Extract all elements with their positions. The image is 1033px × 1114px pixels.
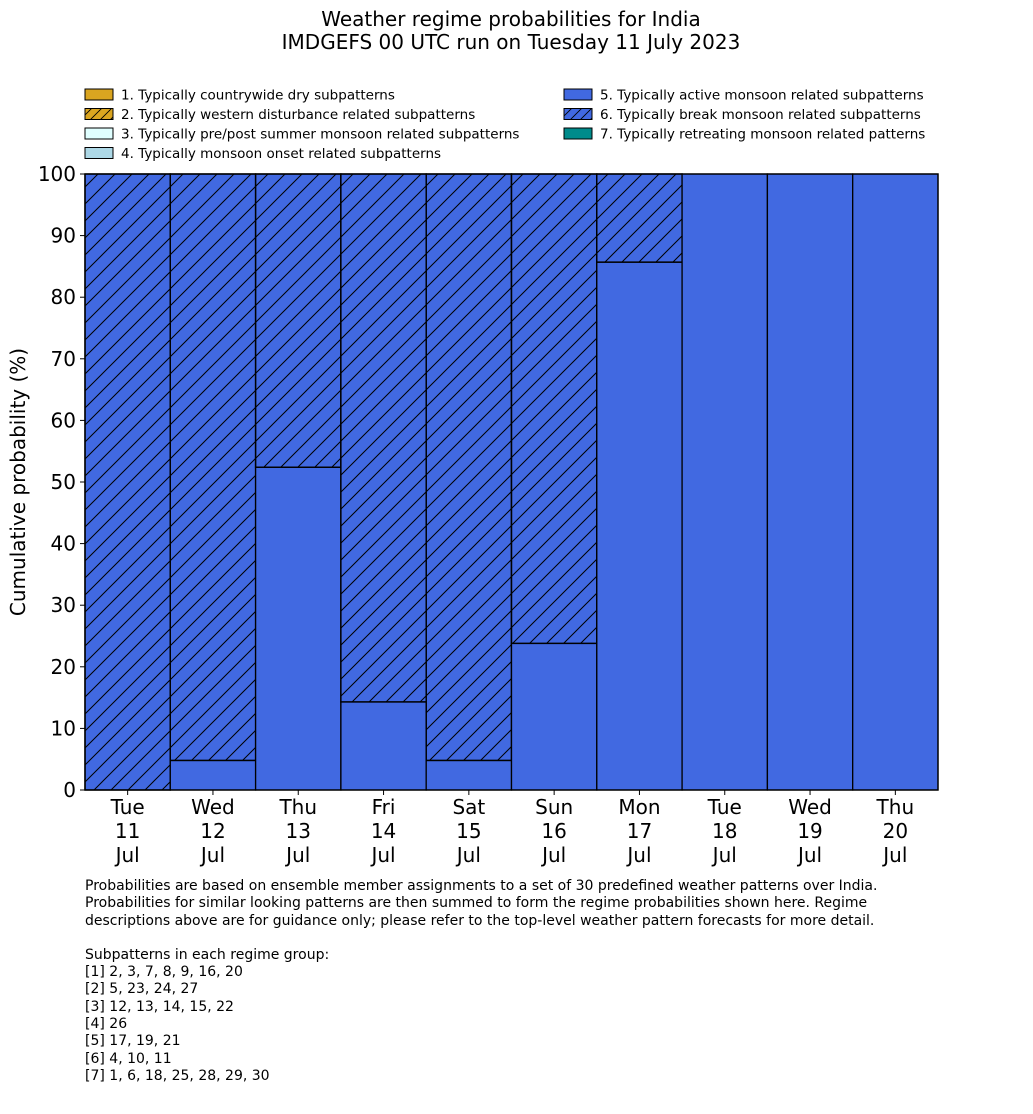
x-tick-label: Fri — [371, 795, 396, 819]
x-tick-label: Jul — [371, 843, 396, 867]
bar-5-series-5 — [426, 760, 511, 790]
x-tick-label: Jul — [797, 843, 823, 867]
bar-3-series-5 — [256, 467, 341, 790]
x-tick-label: 17 — [626, 819, 653, 843]
x-tick-label: Tue — [707, 795, 742, 819]
legend-label: 1. Typically countrywide dry subpatterns — [121, 87, 395, 104]
notes-paragraph — [85, 878, 985, 930]
legend-label: 3. Typically pre/post summer monsoon related subpatterns — [121, 126, 520, 143]
notes-line: descriptions above are for guidance only; please refer to the top-level weather pattern forecasts for more detail. — [85, 912, 875, 929]
group-item: [1] 2, 3, 7, 8, 9, 16, 20 — [85, 964, 243, 981]
bar-10-series-5 — [853, 174, 938, 790]
bar-4-series-5 — [341, 702, 426, 790]
x-tick-label: Sat — [452, 795, 486, 819]
y-tick-label: 90 — [50, 223, 76, 248]
bar-6-series-5 — [512, 643, 597, 790]
y-tick-label: 100 — [37, 162, 76, 186]
legend-swatch-hatch — [85, 109, 113, 120]
bar-hatch-5-series-6 — [426, 174, 511, 760]
groups-heading: Subpatterns in each regime group: — [85, 946, 330, 963]
group-item: [5] 17, 19, 21 — [85, 1033, 181, 1050]
bar-9-series-5 — [767, 174, 852, 790]
y-axis-label: Cumulative probability (%) — [6, 347, 30, 617]
x-tick-label: Jul — [712, 843, 737, 867]
y-tick-label: 10 — [50, 716, 76, 741]
group-item: [2] 5, 23, 24, 27 — [85, 981, 199, 998]
group-item: [3] 12, 13, 14, 15, 22 — [85, 998, 234, 1015]
x-tick-label: 18 — [712, 819, 738, 843]
x-tick-label: Tue — [110, 795, 145, 819]
legend-swatch — [85, 148, 113, 159]
bar-2-series-5 — [170, 760, 255, 790]
group-item: [6] 4, 10, 11 — [85, 1050, 172, 1067]
legend-swatch-hatch — [564, 109, 592, 120]
y-tick-label: 70 — [50, 346, 76, 371]
chart-title-line2: IMDGEFS 00 UTC run on Tuesday 11 July 2023 — [281, 30, 741, 54]
legend-label: 2. Typically western disturbance related subpatterns — [121, 107, 476, 123]
x-tick-label: 11 — [114, 819, 141, 843]
legend-label: 6. Typically break monsoon related subpatterns — [600, 107, 921, 123]
legend — [85, 88, 925, 163]
x-tick-label: Wed — [788, 795, 832, 819]
chart-title-line1: Weather regime probabilities for India — [321, 7, 701, 31]
x-tick-label: 16 — [541, 819, 567, 843]
x-tick-label: Jul — [286, 843, 311, 867]
group-item: [4] 26 — [85, 1016, 128, 1033]
y-tick-label: 40 — [50, 531, 76, 556]
y-tick-label: 30 — [50, 593, 76, 618]
y-tick-label: 20 — [50, 654, 76, 679]
legend-label: 7. Typically retreating monsoon related patterns — [600, 126, 926, 143]
x-tick-label: 13 — [285, 819, 311, 843]
x-tick-label: 14 — [370, 819, 397, 843]
x-tick-label: Jul — [542, 843, 567, 867]
groups-list — [85, 964, 985, 1085]
legend-label: 4. Typically monsoon onset related subpatterns — [121, 146, 442, 162]
bars-group — [85, 174, 938, 790]
legend-swatch — [85, 89, 113, 100]
legend-swatch — [564, 128, 592, 139]
x-tick-label: Wed — [191, 795, 235, 819]
bar-hatch-6-series-6 — [512, 174, 597, 643]
y-tick-label: 80 — [50, 285, 76, 310]
legend-label: 5. Typically active monsoon related subpatterns — [600, 87, 924, 104]
notes-line: Probabilities are based on ensemble member assignments to a set of 30 predefined weather patterns over India. — [85, 878, 878, 894]
notes-line: Probabilities for similar looking patterns are then summed to form the regime probabilities shown here. Regime — [85, 895, 868, 912]
notes-block — [85, 878, 985, 1085]
x-tick-label: Jul — [627, 843, 652, 867]
x-tick-label: Thu — [876, 795, 915, 819]
x-tick-label: Mon — [618, 795, 661, 819]
y-tick-label: 0 — [63, 778, 76, 802]
x-tick-label: 20 — [882, 819, 909, 843]
x-tick-label: Jul — [200, 843, 226, 867]
bar-hatch-3-series-6 — [256, 174, 341, 467]
x-tick-label: 15 — [456, 819, 482, 843]
x-tick-label: Sun — [535, 795, 574, 819]
bar-8-series-5 — [682, 174, 767, 790]
legend-swatch — [85, 128, 113, 139]
bar-hatch-7-series-6 — [597, 174, 682, 262]
x-tick-label: Jul — [456, 843, 481, 867]
x-tick-label: 12 — [200, 819, 226, 843]
group-item: [7] 1, 6, 18, 25, 28, 29, 30 — [85, 1067, 270, 1084]
legend-swatch — [564, 89, 592, 100]
bar-hatch-2-series-6 — [170, 174, 255, 760]
bar-7-series-5 — [597, 262, 682, 790]
y-tick-label: 50 — [50, 470, 76, 494]
x-tick-label: Jul — [115, 843, 140, 867]
x-tick-label: Jul — [883, 843, 908, 867]
x-tick-label: Thu — [279, 795, 318, 819]
y-tick-label: 60 — [50, 408, 76, 433]
x-tick-label: 19 — [797, 819, 823, 843]
bar-hatch-1-series-6 — [85, 174, 170, 790]
bar-hatch-4-series-6 — [341, 174, 426, 702]
